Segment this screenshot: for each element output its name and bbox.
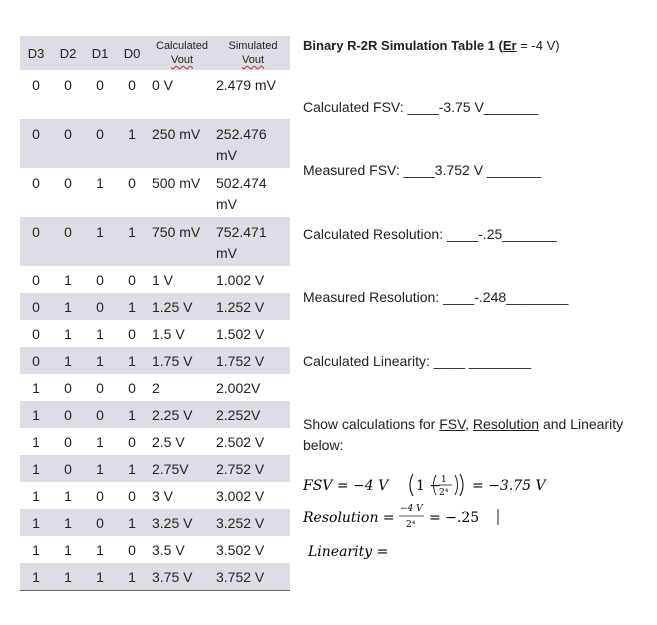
cell-d0: 1 — [116, 347, 148, 374]
cell-d3: 0 — [20, 293, 52, 320]
cell-d1: 1 — [84, 536, 116, 563]
cell-d1: 0 — [84, 70, 116, 119]
field-label: Measured Resolution: — [303, 289, 440, 305]
table-row — [20, 347, 290, 374]
cell-d0: 1 — [116, 293, 148, 320]
cell-calculated-vout: 3.75 V — [148, 563, 216, 591]
title-value: = -4 V) — [516, 38, 560, 53]
cell-d0: 0 — [116, 320, 148, 347]
cell-d3: 1 — [20, 536, 52, 563]
cell-d0: 1 — [116, 119, 148, 168]
field-answer: -.25_______ — [478, 226, 557, 242]
cell-d0: 1 — [116, 563, 148, 591]
cell-d0: 0 — [116, 70, 148, 119]
cell-d0: 0 — [116, 536, 148, 563]
field-answer: -3.75 V_______ — [438, 99, 539, 115]
cell-d2: 0 — [52, 374, 84, 401]
cell-calculated-vout: 2.25 V — [148, 401, 216, 428]
cell-d1: 0 — [84, 482, 116, 509]
eq-res-frac-den: 2⁴ — [406, 520, 416, 530]
cell-simulated-vout: 1.752 V — [216, 347, 290, 374]
cell-d2: 1 — [52, 509, 84, 536]
cell-simulated-vout: 752.471 mV — [216, 217, 290, 266]
cell-d0: 0 — [116, 428, 148, 455]
cell-d1: 0 — [84, 374, 116, 401]
cell-calculated-vout: 1.25 V — [148, 293, 216, 320]
cell-d1: 1 — [84, 455, 116, 482]
cell-d1: 0 — [84, 266, 116, 293]
cell-d0: 0 — [116, 168, 148, 217]
cell-simulated-vout: 2.752 V — [216, 455, 290, 482]
eq-fsv-one-minus: 1 − — [416, 478, 442, 494]
cell-d1: 1 — [84, 563, 116, 591]
field-calculated-fsv — [303, 99, 538, 115]
cell-simulated-vout: 3.252 V — [216, 509, 290, 536]
table-header-row — [20, 36, 290, 70]
header-calculated-vout — [148, 36, 216, 70]
cell-calculated-vout: 2.5 V — [148, 428, 216, 455]
note-line2: below: — [303, 437, 344, 453]
table-row — [20, 70, 290, 119]
cell-calculated-vout: 2 — [148, 374, 216, 401]
cell-simulated-vout: 2.252V — [216, 401, 290, 428]
cell-d3: 1 — [20, 401, 52, 428]
table-row — [20, 374, 290, 401]
cell-simulated-vout: 2.002V — [216, 374, 290, 401]
cell-d0: 1 — [116, 401, 148, 428]
header-d1: D1 — [84, 36, 116, 70]
calculation-instructions — [303, 414, 623, 456]
cell-calculated-vout: 500 mV — [148, 168, 216, 217]
cell-calculated-vout: 1 V — [148, 266, 216, 293]
cell-d2: 1 — [52, 536, 84, 563]
cell-d2: 1 — [52, 347, 84, 374]
cell-d1: 0 — [84, 119, 116, 168]
field-measured-fsv — [303, 162, 541, 178]
cell-d2: 1 — [52, 563, 84, 591]
cell-calculated-vout: 3.25 V — [148, 509, 216, 536]
eq-res-frac-num: −4 V — [400, 504, 423, 514]
cell-d3: 1 — [20, 482, 52, 509]
cell-simulated-vout: 1.252 V — [216, 293, 290, 320]
eq-fsv-lhs: FSV = −4 V — [303, 478, 389, 494]
field-calculated-resolution — [303, 226, 557, 242]
cell-d2: 0 — [52, 168, 84, 217]
cell-d3: 0 — [20, 168, 52, 217]
header-label-line1: Calculated — [156, 40, 208, 52]
field-label: Calculated Linearity: — [303, 353, 430, 369]
cell-d3: 0 — [20, 119, 52, 168]
cell-d1: 1 — [84, 428, 116, 455]
note-resolution: Resolution — [472, 416, 540, 432]
field-label: Calculated FSV: — [303, 99, 404, 115]
cell-d0: 1 — [116, 509, 148, 536]
cell-calculated-vout: 750 mV — [148, 217, 216, 266]
table-row — [20, 536, 290, 563]
cell-d1: 0 — [84, 293, 116, 320]
cell-simulated-vout: 3.502 V — [216, 536, 290, 563]
cell-simulated-vout: 2.479 mV — [216, 70, 290, 119]
eq-fsv-rhs: = −3.75 V — [472, 478, 546, 494]
cell-d2: 1 — [52, 293, 84, 320]
cell-d3: 0 — [20, 266, 52, 293]
field-blank: ____ — [407, 99, 439, 115]
header-d0: D0 — [116, 36, 148, 70]
cell-d2: 0 — [52, 401, 84, 428]
table-row — [20, 266, 290, 293]
simulation-table — [20, 36, 290, 591]
cell-d2: 0 — [52, 217, 84, 266]
cell-d2: 0 — [52, 455, 84, 482]
field-blank: ____ — [433, 353, 465, 369]
cell-d3: 1 — [20, 374, 52, 401]
eq-res-rhs: = −.25 — [429, 510, 480, 526]
table-row — [20, 119, 290, 168]
cell-d1: 1 — [84, 168, 116, 217]
cell-simulated-vout: 502.474 mV — [216, 168, 290, 217]
note-prefix: Show calculations for — [303, 416, 440, 432]
cell-d2: 1 — [52, 482, 84, 509]
field-answer: ________ — [468, 353, 532, 369]
cell-calculated-vout: 250 mV — [148, 119, 216, 168]
header-simulated-vout — [216, 36, 290, 70]
field-label: Calculated Resolution: — [303, 226, 444, 242]
field-answer: -.248________ — [474, 289, 569, 305]
table-row — [20, 482, 290, 509]
header-label-line1: Simulated — [228, 40, 278, 52]
table-row — [20, 509, 290, 536]
header-d2: D2 — [52, 36, 84, 70]
cell-calculated-vout: 1.75 V — [148, 347, 216, 374]
cell-simulated-vout: 3.002 V — [216, 482, 290, 509]
cell-d3: 1 — [20, 455, 52, 482]
table-body — [20, 70, 290, 591]
cell-simulated-vout: 3.752 V — [216, 563, 290, 591]
cell-d0: 0 — [116, 266, 148, 293]
cell-calculated-vout: 1.5 V — [148, 320, 216, 347]
field-label: Measured FSV: — [303, 162, 400, 178]
title-main: Binary R-2R Simulation Table 1 ( — [303, 38, 503, 53]
cell-d3: 1 — [20, 509, 52, 536]
eq-fsv-frac-den: 2⁴ — [439, 488, 449, 498]
cell-d0: 0 — [116, 374, 148, 401]
cell-d1: 1 — [84, 320, 116, 347]
eq-fsv-paren-open — [410, 474, 413, 496]
cell-simulated-vout: 1.502 V — [216, 320, 290, 347]
header-d3: D3 — [20, 36, 52, 70]
cell-d2: 0 — [52, 428, 84, 455]
field-blank: ____ — [403, 162, 435, 178]
cell-simulated-vout: 2.502 V — [216, 428, 290, 455]
note-suffix: and Linearity — [539, 416, 624, 432]
field-blank: ____ — [446, 226, 479, 242]
cell-d3: 1 — [20, 428, 52, 455]
cell-simulated-vout: 1.002 V — [216, 266, 290, 293]
eq-fsv-inner-paren-close — [455, 475, 458, 495]
cell-d1: 1 — [84, 347, 116, 374]
cell-d0: 0 — [116, 482, 148, 509]
header-label-line2: Vout — [241, 54, 265, 66]
table-row — [20, 563, 290, 591]
eq-fsv-paren-close — [460, 474, 463, 496]
table-row — [20, 428, 290, 455]
field-measured-resolution — [303, 289, 568, 305]
cell-calculated-vout: 2.75V — [148, 455, 216, 482]
table-title — [303, 38, 560, 53]
title-er: Er — [502, 38, 517, 53]
table-row — [20, 293, 290, 320]
eq-lin-lhs: Linearity = — [308, 544, 389, 560]
cell-calculated-vout: 3 V — [148, 482, 216, 509]
field-blank: ____ — [443, 289, 475, 305]
cell-d0: 1 — [116, 455, 148, 482]
eq-res-lhs: Resolution = — [303, 510, 395, 526]
eq-fsv-frac-num: 1 — [441, 475, 447, 485]
cell-d2: 0 — [52, 70, 84, 119]
table-row — [20, 168, 290, 217]
cell-d1: 0 — [84, 401, 116, 428]
cell-d3: 0 — [20, 347, 52, 374]
field-answer: 3.752 V _______ — [434, 162, 542, 178]
linearity-equation — [305, 538, 425, 564]
table-row — [20, 217, 290, 266]
cell-calculated-vout: 3.5 V — [148, 536, 216, 563]
note-fsv: FSV, — [439, 416, 470, 432]
field-calculated-linearity — [303, 353, 531, 369]
cell-d1: 1 — [84, 217, 116, 266]
cell-d0: 1 — [116, 217, 148, 266]
cell-simulated-vout: 252.476 mV — [216, 119, 290, 168]
cell-d3: 0 — [20, 217, 52, 266]
cell-d3: 1 — [20, 563, 52, 591]
resolution-equation — [300, 498, 540, 538]
table-row — [20, 320, 290, 347]
cell-d2: 1 — [52, 266, 84, 293]
table-row — [20, 401, 290, 428]
header-label-line2: Vout — [170, 54, 194, 66]
cell-d2: 1 — [52, 320, 84, 347]
cell-d2: 0 — [52, 119, 84, 168]
cell-d3: 0 — [20, 320, 52, 347]
cell-d3: 0 — [20, 70, 52, 119]
cell-d1: 0 — [84, 509, 116, 536]
table-row — [20, 455, 290, 482]
cell-calculated-vout: 0 V — [148, 70, 216, 119]
